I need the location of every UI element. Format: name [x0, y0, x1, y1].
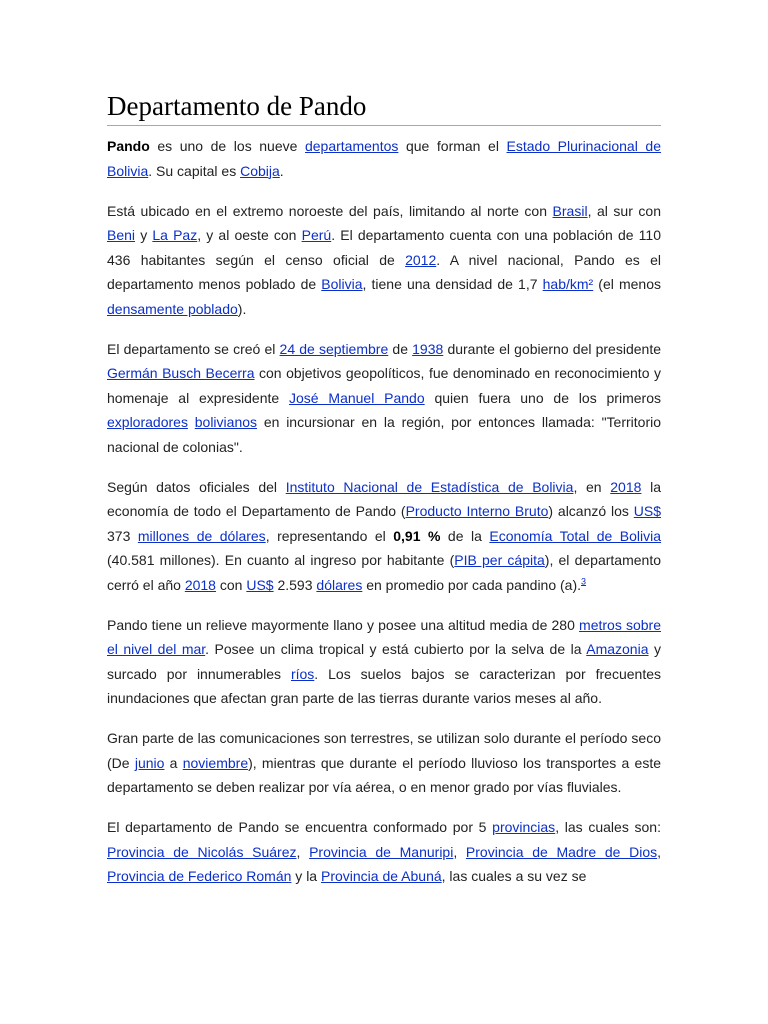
article-link[interactable]: Perú: [301, 227, 332, 243]
article-link[interactable]: densamente poblado: [107, 300, 238, 317]
text-run: de: [388, 340, 413, 357]
article-link[interactable]: Amazonia: [586, 641, 649, 657]
article-link[interactable]: Bolivia: [321, 276, 363, 292]
text-run: , en: [573, 478, 611, 495]
bold-text: 0,91 %: [393, 527, 441, 544]
text-run: ,: [296, 843, 310, 860]
article-link[interactable]: 2018: [184, 576, 216, 593]
text-run: . Los suelos bajos se caracterizan por frecuentes inundaciones que afectan gran parte de las tierras durante varios meses al año.: [107, 665, 661, 706]
text-run: .: [279, 162, 284, 179]
text-run: que forman el: [398, 138, 507, 154]
text-run: y: [135, 227, 153, 243]
text-run: y surcado por innumerables: [107, 641, 661, 682]
text-run: , las cuales a su vez se: [441, 868, 587, 884]
article-link[interactable]: bolivianos: [194, 414, 258, 430]
text-run: El departamento de Pando se encuentra conformado por 5: [107, 819, 493, 835]
article-link[interactable]: Beni: [107, 227, 136, 243]
article-link[interactable]: junio: [134, 754, 165, 771]
article-link[interactable]: Producto Interno Bruto: [405, 503, 549, 519]
article-link[interactable]: La Paz: [152, 227, 198, 243]
bold-text: Pando: [107, 138, 150, 154]
text-run: es uno de los nueve: [149, 138, 305, 154]
text-run: ) alcanzó los: [548, 503, 634, 519]
text-run: durante el gobierno del presidente: [443, 340, 661, 357]
article-link[interactable]: metros sobre el nivel del mar: [107, 616, 661, 657]
paragraph: [107, 337, 661, 460]
article-link[interactable]: exploradores: [107, 414, 188, 430]
text-run: con objetivos geopolíticos, fue denominado en reconocimiento y homenaje al expresidente: [107, 365, 661, 406]
text-run: ).: [237, 300, 247, 317]
article-link[interactable]: noviembre: [182, 754, 249, 771]
text-run: , representando el: [265, 527, 394, 544]
text-run: , tiene una densidad de 1,7: [362, 276, 543, 292]
paragraph: [107, 815, 661, 889]
text-run: (40.581 millones). En cuanto al ingreso por habitante (: [107, 552, 455, 568]
text-run: en incursionar en la región, por entonces llamada: "Territorio nacional de colonias".: [107, 414, 661, 455]
reference-link[interactable]: 3: [581, 575, 587, 586]
text-run: Gran parte de las comunicaciones son terrestres, se utilizan solo durante el período seco (De: [107, 730, 661, 771]
text-run: ), el departamento cerró el año: [107, 552, 661, 593]
text-run: quien fuera uno de los primeros: [424, 389, 661, 406]
article-link[interactable]: Instituto Nacional de Estadística de Bolivia: [285, 478, 574, 495]
text-run: [188, 414, 195, 430]
text-run: Según datos oficiales del: [107, 478, 286, 495]
text-run: , y al oeste con: [197, 227, 302, 243]
text-run: con: [215, 576, 247, 593]
text-run: de la: [440, 527, 490, 544]
article-link[interactable]: 1938: [412, 340, 444, 357]
text-run: Pando tiene un relieve mayormente llano y posee una altitud media de 280: [107, 616, 580, 633]
paragraph: [107, 199, 661, 322]
text-run: . El departamento cuenta con una población de 110 436 habitantes según el censo oficial de: [107, 227, 661, 268]
page-title: Departamento de Pando: [107, 88, 661, 126]
article-body: [107, 134, 661, 889]
text-run: . A nivel nacional, Pando es el departamento menos poblado de: [107, 251, 661, 292]
text-run: . Su capital es: [148, 162, 241, 179]
article-link[interactable]: Provincia de Manuripi: [309, 843, 454, 860]
article-link[interactable]: provincias: [492, 819, 556, 835]
text-run: , al sur con: [587, 202, 661, 219]
article-link[interactable]: Provincia de Madre de Dios: [465, 843, 658, 860]
text-run: y la: [291, 868, 321, 884]
article-link[interactable]: Provincia de Federico Román: [107, 868, 292, 884]
reference-superscript: [581, 576, 586, 586]
article-link[interactable]: PIB per cápita: [454, 552, 545, 568]
text-run: , las cuales son:: [555, 819, 661, 835]
paragraph: [107, 613, 661, 711]
article-link[interactable]: Provincia de Abuná: [321, 868, 442, 884]
text-run: . Posee un clima tropical y está cubierto por la selva de la: [205, 641, 587, 657]
text-run: Está ubicado en el extremo noroeste del país, limitando al norte con: [107, 202, 553, 219]
article-link[interactable]: hab/km²: [542, 276, 594, 292]
text-run: 373: [107, 527, 138, 544]
article-link[interactable]: dólares: [316, 576, 363, 593]
text-run: 2.593: [273, 576, 317, 593]
article-link[interactable]: ríos: [290, 665, 315, 682]
paragraph: [107, 726, 661, 800]
article-link[interactable]: Estado Plurinacional de Bolivia: [107, 138, 661, 179]
text-run: ), mientras que durante el período lluvioso los transportes a este departamento se deben realizar por vía aérea, o en menor grado por vías fluviales.: [107, 754, 662, 795]
article-link[interactable]: millones de dólares: [137, 527, 266, 544]
paragraph: [107, 134, 661, 183]
article-link[interactable]: 2018: [610, 478, 642, 495]
article-link[interactable]: 24 de septiembre: [279, 340, 389, 357]
article-link[interactable]: Cobija: [240, 162, 280, 179]
article-link[interactable]: Provincia de Nicolás Suárez: [107, 843, 297, 860]
text-run: ,: [657, 843, 662, 860]
text-run: a: [164, 754, 183, 771]
article-link[interactable]: departamentos: [304, 138, 399, 154]
article-link[interactable]: Germán Busch Becerra: [107, 365, 255, 381]
text-run: en promedio por cada pandino (a).: [362, 576, 582, 593]
article-link[interactable]: 2012: [405, 251, 437, 268]
text-run: (el menos: [593, 276, 661, 292]
article: [107, 88, 661, 904]
article-link[interactable]: US$: [246, 576, 274, 593]
article-link[interactable]: US$: [633, 503, 661, 519]
text-run: ,: [453, 843, 466, 860]
text-run: la economía de todo el Departamento de Pando (: [107, 478, 661, 519]
text-run: El departamento se creó el: [107, 340, 280, 357]
article-link[interactable]: José Manuel Pando: [289, 389, 425, 406]
article-link[interactable]: Brasil: [552, 202, 588, 219]
article-link[interactable]: Economía Total de Bolivia: [489, 527, 661, 544]
paragraph: [107, 475, 661, 598]
